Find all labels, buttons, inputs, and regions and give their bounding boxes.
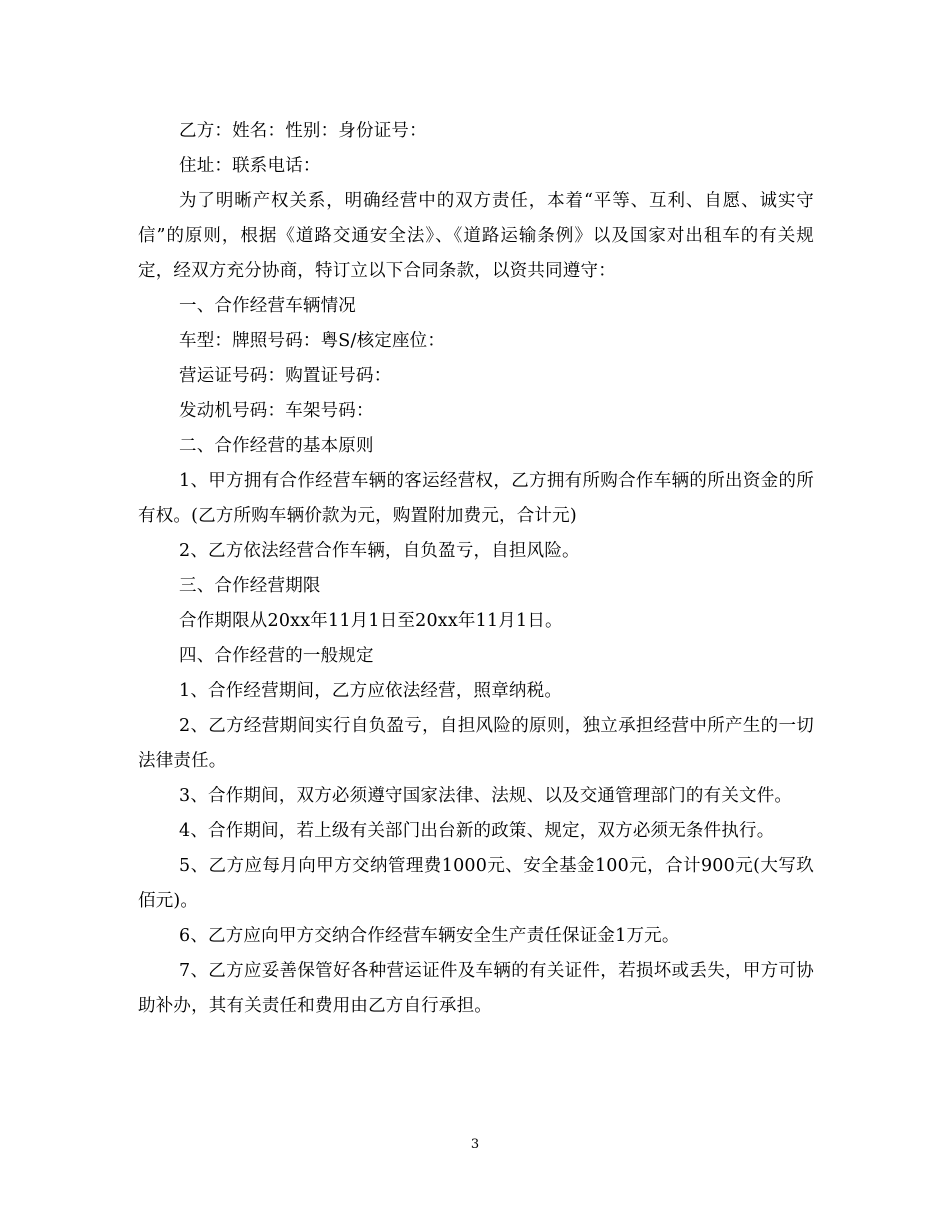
paragraph-address-phone: 住址：联系电话： [179,156,321,176]
paragraph-preamble: 为了明晰产权关系，明确经营中的双方责任，本着“平等、互利、自愿、诚实守信”的原则，根据《道路交通安全法》、《道路运输条例》以及国家对出租车的有关规定，经双方充分协商，特订立以下合同条款，以资共同遵守： [138,191,814,281]
paragraph-permit-numbers: 营运证号码：购置证号码： [179,366,392,386]
clause-4-3: 3、合作期间，双方必须遵守国家法律、法规、以及交通管理部门的有关文件。 [179,786,793,806]
section-heading-term: 三、合作经营期限 [179,576,321,596]
paragraph-term-dates: 合作期限从20xx年11月1日至20xx年11月1日。 [179,611,563,631]
section-heading-basic-principles: 二、合作经营的基本原则 [179,436,374,456]
page-number: 3 [470,1137,480,1152]
section-heading-general-rules: 四、合作经营的一般规定 [179,646,374,666]
clause-4-7: 7、乙方应妥善保管好各种营运证件及车辆的有关证件，若损坏或丢失，甲方可协助补办，其有关责任和费用由乙方自行承担。 [138,961,814,1016]
paragraph-party-b-identity: 乙方：姓名：性别：身份证号： [179,121,427,141]
paragraph-engine-frame-numbers: 发动机号码：车架号码： [179,401,374,421]
clause-2-1: 1、甲方拥有合作经营车辆的客运经营权，乙方拥有所购合作车辆的所出资金的所有权。(乙方所购车辆价款为元，购置附加费元，合计元) [138,471,814,526]
document-body [138,114,814,1024]
paragraph-vehicle-model-plate: 车型：牌照号码：粤S/核定座位： [179,331,446,351]
section-heading-vehicle-info: 一、合作经营车辆情况 [179,296,356,316]
clause-4-5: 5、乙方应每月向甲方交纳管理费1000元、安全基金100元，合计900元(大写玖佰元)。 [138,856,814,911]
clause-4-2: 2、乙方经营期间实行自负盈亏，自担风险的原则，独立承担经营中所产生的一切法律责任。 [138,716,814,771]
clause-4-6: 6、乙方应向甲方交纳合作经营车辆安全生产责任保证金1万元。 [179,926,680,946]
clause-4-4: 4、合作期间，若上级有关部门出台新的政策、规定，双方必须无条件执行。 [179,821,775,841]
clause-4-1: 1、合作经营期间，乙方应依法经营，照章纳税。 [179,681,563,701]
clause-2-2: 2、乙方依法经营合作车辆，自负盈亏，自担风险。 [179,541,580,561]
